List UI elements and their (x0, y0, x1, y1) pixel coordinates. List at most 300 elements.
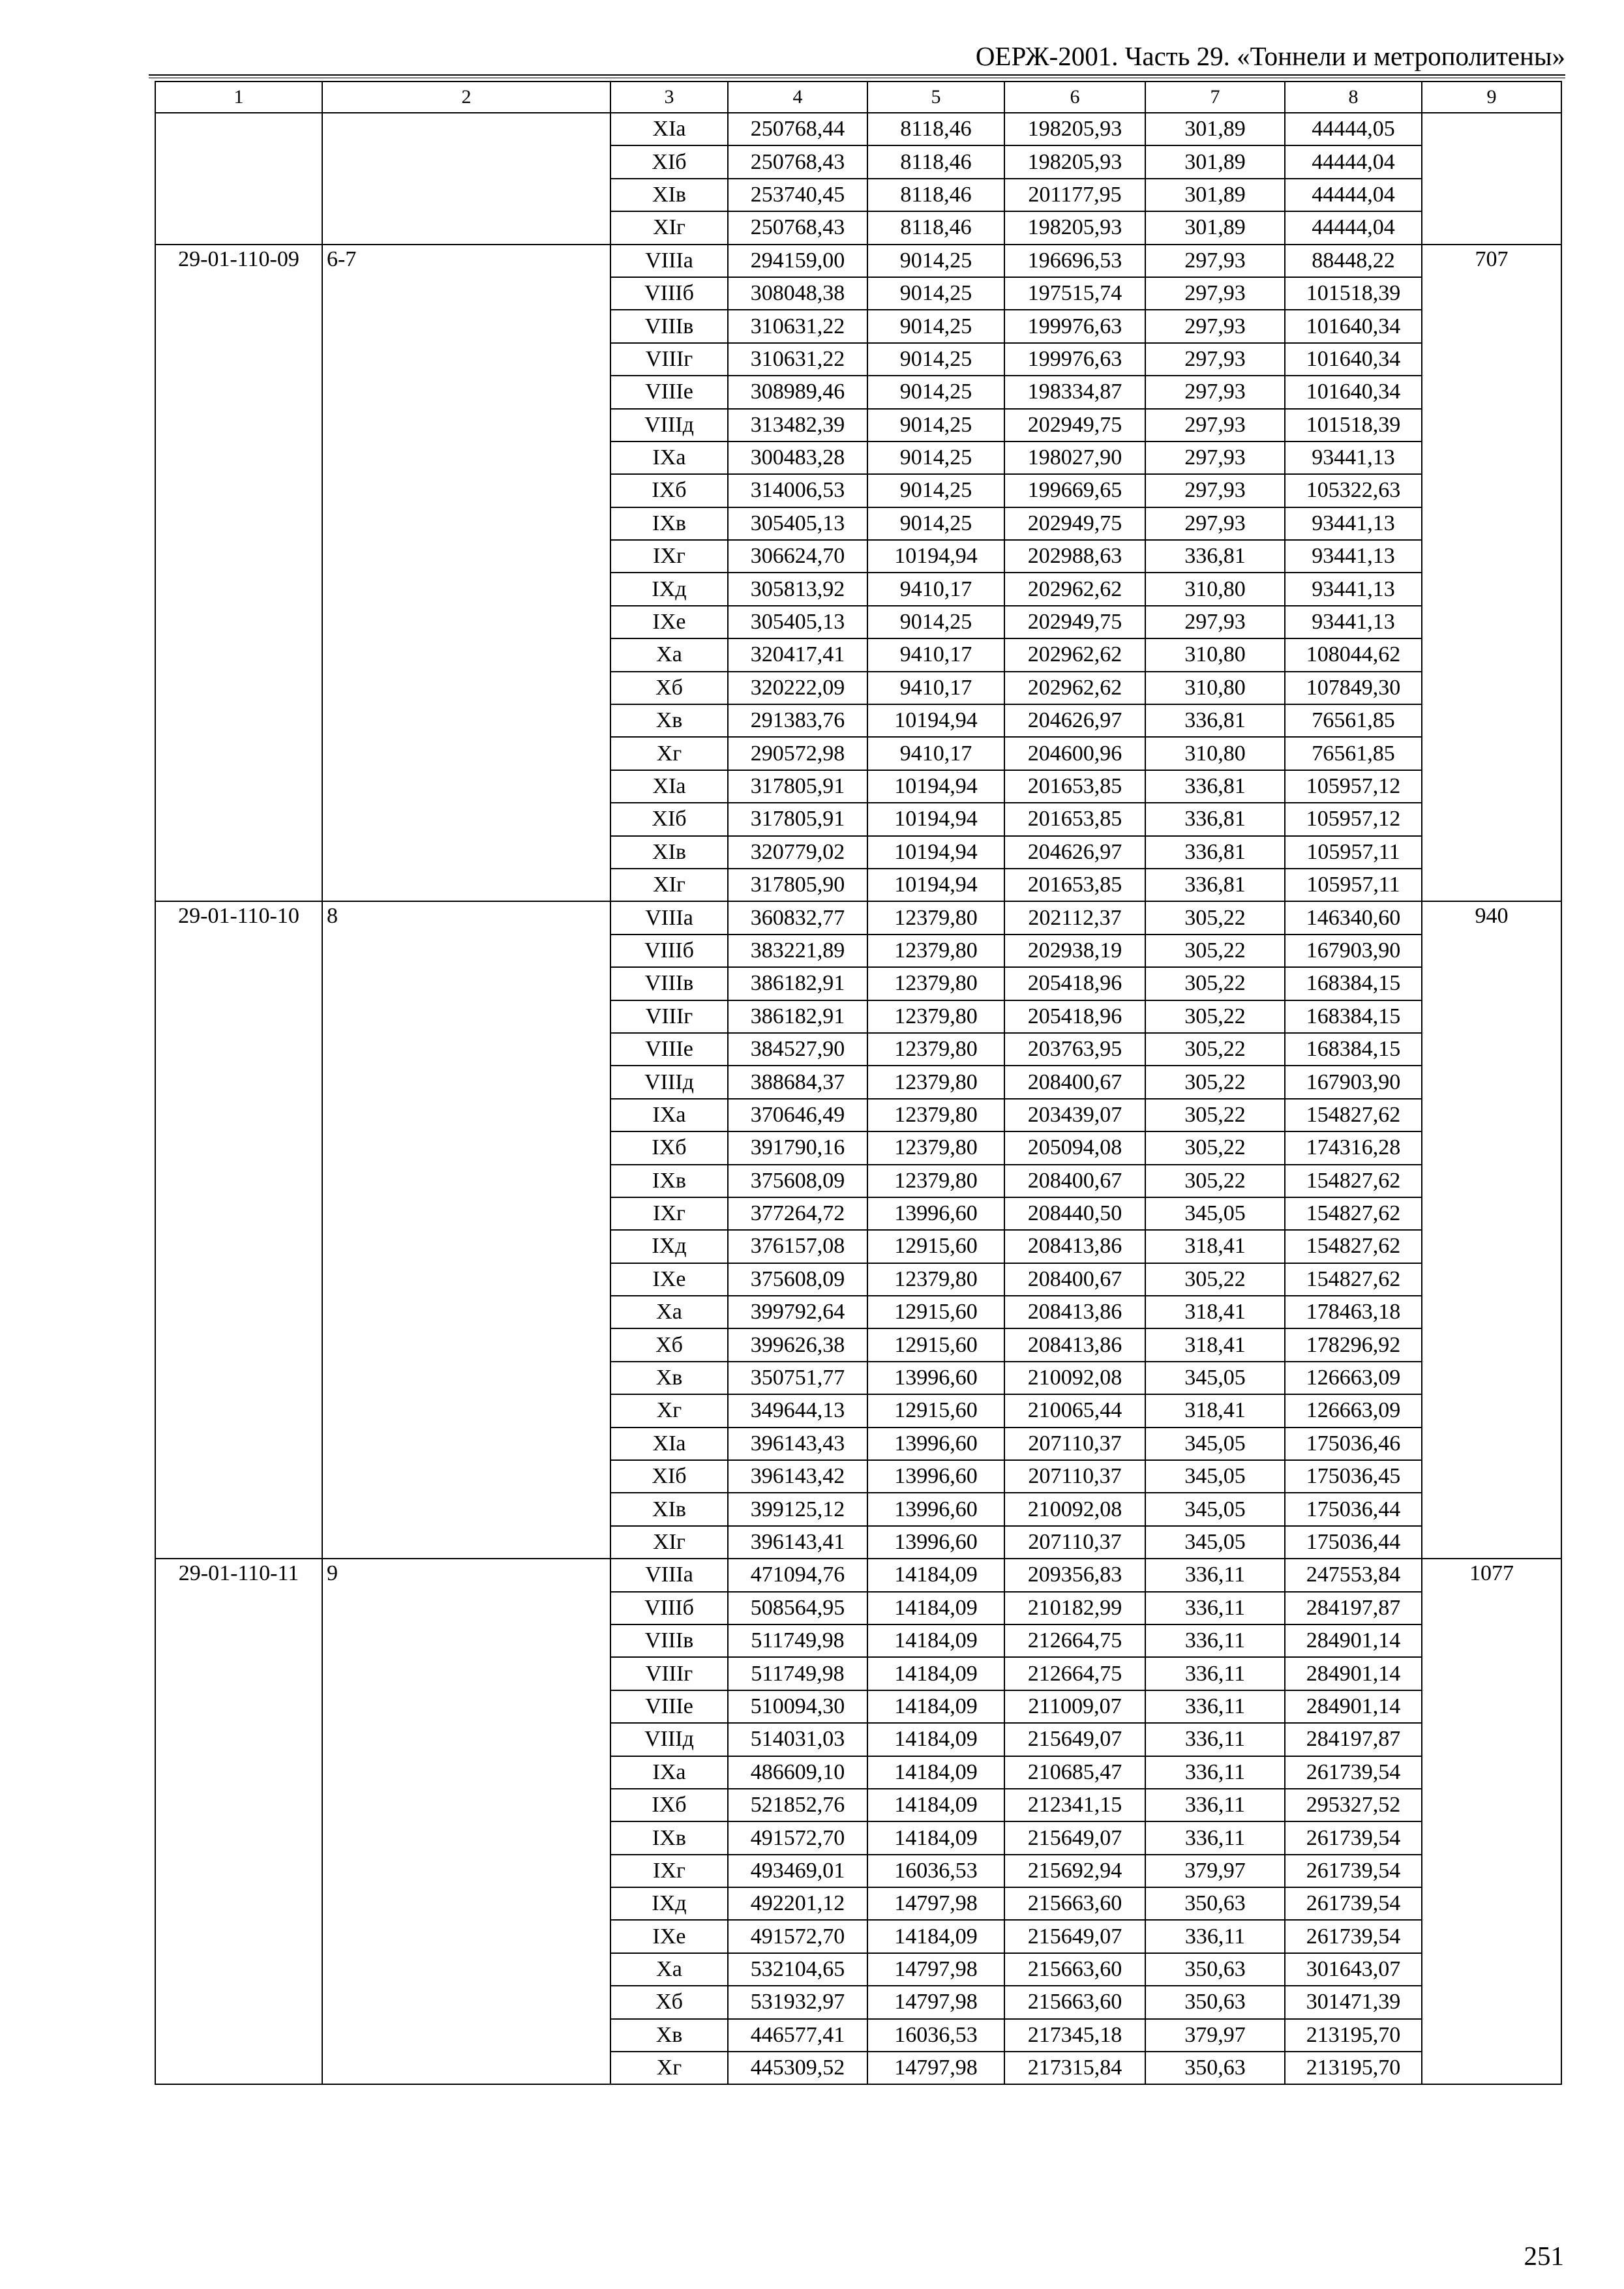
value-cell: 253740,45 (728, 179, 867, 211)
value-cell: 101640,34 (1285, 310, 1422, 342)
value-cell: 396143,43 (728, 1428, 867, 1460)
value-cell: 377264,72 (728, 1197, 867, 1230)
category-cell: IXб (610, 1131, 728, 1164)
value-cell: 317805,91 (728, 770, 867, 803)
value-cell: 10194,94 (867, 869, 1004, 901)
value-cell: 345,05 (1145, 1428, 1285, 1460)
value-cell: 261739,54 (1285, 1756, 1422, 1789)
table-row (155, 901, 1561, 934)
value-cell: 14184,09 (867, 1723, 1004, 1756)
category-cell: Xг (610, 737, 728, 770)
value-cell: 305,22 (1145, 901, 1285, 934)
value-cell: 12379,80 (867, 1033, 1004, 1066)
category-cell: VIIIд (610, 1723, 728, 1756)
category-cell: VIIIв (610, 967, 728, 1000)
category-cell: Xб (610, 672, 728, 704)
value-cell: 199669,65 (1004, 474, 1145, 507)
value-cell: 284197,87 (1285, 1723, 1422, 1756)
category-cell: Xa (610, 1296, 728, 1328)
value-cell: 491572,70 (728, 1920, 867, 1952)
value-cell: 215649,07 (1004, 1821, 1145, 1854)
value-cell: 14184,09 (867, 1690, 1004, 1723)
value-cell: 101640,34 (1285, 376, 1422, 408)
value-cell: 9410,17 (867, 638, 1004, 671)
value-cell: 514031,03 (728, 1723, 867, 1756)
column-number: 3 (610, 82, 728, 113)
value-cell: 198027,90 (1004, 441, 1145, 474)
value-cell: 310631,22 (728, 343, 867, 376)
value-cell: 493469,01 (728, 1855, 867, 1887)
value-cell: 511749,98 (728, 1624, 867, 1657)
value-cell: 108044,62 (1285, 638, 1422, 671)
value-cell: 207110,37 (1004, 1428, 1145, 1460)
value-cell: 308989,46 (728, 376, 867, 408)
value-cell: 12915,60 (867, 1296, 1004, 1328)
value-cell: 205418,96 (1004, 1000, 1145, 1033)
value-cell: 300483,28 (728, 441, 867, 474)
value-cell: 146340,60 (1285, 901, 1422, 934)
value-cell: 12379,80 (867, 1099, 1004, 1131)
value-cell: 13996,60 (867, 1197, 1004, 1230)
category-cell: VIIIв (610, 1624, 728, 1657)
value-cell: 521852,76 (728, 1789, 867, 1821)
size-cell (322, 113, 610, 245)
value-cell: 215649,07 (1004, 1920, 1145, 1952)
value-cell: 345,05 (1145, 1460, 1285, 1493)
value-cell: 336,11 (1145, 1821, 1285, 1854)
value-cell: 93441,13 (1285, 507, 1422, 540)
value-cell: 167903,90 (1285, 935, 1422, 967)
value-cell: 295327,52 (1285, 1789, 1422, 1821)
value-cell: 318,41 (1145, 1230, 1285, 1263)
value-cell: 201653,85 (1004, 770, 1145, 803)
value-cell: 8118,46 (867, 113, 1004, 145)
value-cell: 215663,60 (1004, 1887, 1145, 1920)
category-cell: Xa (610, 638, 728, 671)
category-cell: XIг (610, 1526, 728, 1559)
size-cell: 9 (322, 1559, 610, 2084)
value-cell: 360832,77 (728, 901, 867, 934)
category-cell: VIIIе (610, 1033, 728, 1066)
value-cell: 105957,12 (1285, 803, 1422, 835)
category-cell: XIб (610, 1460, 728, 1493)
value-cell: 305405,13 (728, 606, 867, 638)
value-cell: 261739,54 (1285, 1821, 1422, 1854)
value-cell: 197515,74 (1004, 277, 1145, 310)
value-cell: 305813,92 (728, 573, 867, 605)
value-cell: 9014,25 (867, 376, 1004, 408)
category-cell: IXг (610, 1855, 728, 1887)
value-cell: 14184,09 (867, 1789, 1004, 1821)
value-cell: 301,89 (1145, 145, 1285, 178)
value-cell: 320779,02 (728, 836, 867, 869)
category-cell: VIIIг (610, 1000, 728, 1033)
value-cell: 250768,43 (728, 145, 867, 178)
value-cell: 93441,13 (1285, 606, 1422, 638)
value-cell: 284901,14 (1285, 1657, 1422, 1690)
value-cell: 14797,98 (867, 1887, 1004, 1920)
value-cell: 14184,09 (867, 1821, 1004, 1854)
value-cell: 14184,09 (867, 1624, 1004, 1657)
category-cell: XIa (610, 113, 728, 145)
value-cell: 207110,37 (1004, 1526, 1145, 1559)
value-cell: 350,63 (1145, 1953, 1285, 1986)
value-cell: 445309,52 (728, 2052, 867, 2084)
value-cell: 9014,25 (867, 507, 1004, 540)
value-cell: 14184,09 (867, 1592, 1004, 1624)
value-cell: 76561,85 (1285, 737, 1422, 770)
value-cell: 305,22 (1145, 1263, 1285, 1296)
value-cell: 212341,15 (1004, 1789, 1145, 1821)
value-cell: 208413,86 (1004, 1328, 1145, 1361)
value-cell: 210685,47 (1004, 1756, 1145, 1789)
value-cell: 10194,94 (867, 803, 1004, 835)
value-cell: 375608,09 (728, 1263, 867, 1296)
category-cell: IXв (610, 1821, 728, 1854)
value-cell: 14184,09 (867, 1559, 1004, 1591)
value-cell: 446577,41 (728, 2019, 867, 2052)
category-cell: IXе (610, 1263, 728, 1296)
value-cell: 384527,90 (728, 1033, 867, 1066)
value-cell: 284901,14 (1285, 1690, 1422, 1723)
labor-total-cell: 707 (1422, 245, 1561, 902)
value-cell: 391790,16 (728, 1131, 867, 1164)
value-cell: 486609,10 (728, 1756, 867, 1789)
value-cell: 320417,41 (728, 638, 867, 671)
category-cell: VIIIa (610, 245, 728, 277)
value-cell: 105957,12 (1285, 770, 1422, 803)
value-cell: 198205,93 (1004, 145, 1145, 178)
value-cell: 350,63 (1145, 1887, 1285, 1920)
value-cell: 305,22 (1145, 1131, 1285, 1164)
column-number: 7 (1145, 82, 1285, 113)
column-number: 8 (1285, 82, 1422, 113)
page-number: 251 (1524, 2241, 1564, 2271)
value-cell: 379,97 (1145, 1855, 1285, 1887)
value-cell: 310,80 (1145, 638, 1285, 671)
value-cell: 305,22 (1145, 967, 1285, 1000)
value-cell: 12379,80 (867, 1066, 1004, 1098)
value-cell: 105322,63 (1285, 474, 1422, 507)
value-cell: 12915,60 (867, 1328, 1004, 1361)
value-cell: 349644,13 (728, 1394, 867, 1427)
value-cell: 154827,62 (1285, 1197, 1422, 1230)
value-cell: 250768,43 (728, 211, 867, 244)
value-cell: 211009,07 (1004, 1690, 1145, 1723)
value-cell: 9014,25 (867, 606, 1004, 638)
category-cell: XIa (610, 770, 728, 803)
value-cell: 168384,15 (1285, 967, 1422, 1000)
value-cell: 204626,97 (1004, 836, 1145, 869)
value-cell: 154827,62 (1285, 1263, 1422, 1296)
labor-total-cell: 940 (1422, 901, 1561, 1559)
value-cell: 199976,63 (1004, 343, 1145, 376)
value-cell: 174316,28 (1285, 1131, 1422, 1164)
value-cell: 511749,98 (728, 1657, 867, 1690)
value-cell: 208400,67 (1004, 1263, 1145, 1296)
value-cell: 336,81 (1145, 803, 1285, 835)
category-cell: XIб (610, 803, 728, 835)
value-cell: 492201,12 (728, 1887, 867, 1920)
category-cell: IXa (610, 441, 728, 474)
value-cell: 336,81 (1145, 869, 1285, 901)
value-cell: 208413,86 (1004, 1296, 1145, 1328)
value-cell: 208400,67 (1004, 1066, 1145, 1098)
value-cell: 305,22 (1145, 1066, 1285, 1098)
value-cell: 13996,60 (867, 1362, 1004, 1394)
column-number: 9 (1422, 82, 1561, 113)
value-cell: 44444,04 (1285, 145, 1422, 178)
value-cell: 88448,22 (1285, 245, 1422, 277)
value-cell: 212664,75 (1004, 1624, 1145, 1657)
value-cell: 9014,25 (867, 245, 1004, 277)
value-cell: 210065,44 (1004, 1394, 1145, 1427)
category-cell: IXa (610, 1756, 728, 1789)
value-cell: 14797,98 (867, 1953, 1004, 1986)
value-cell: 217345,18 (1004, 2019, 1145, 2052)
rate-code-cell: 29-01-110-11 (155, 1559, 322, 2084)
value-cell: 14797,98 (867, 1986, 1004, 2018)
value-cell: 202949,75 (1004, 606, 1145, 638)
value-cell: 168384,15 (1285, 1000, 1422, 1033)
value-cell: 310631,22 (728, 310, 867, 342)
value-cell: 107849,30 (1285, 672, 1422, 704)
value-cell: 168384,15 (1285, 1033, 1422, 1066)
value-cell: 14184,09 (867, 1920, 1004, 1952)
value-cell: 9014,25 (867, 474, 1004, 507)
value-cell: 167903,90 (1285, 1066, 1422, 1098)
category-cell: Xв (610, 1362, 728, 1394)
value-cell: 336,81 (1145, 836, 1285, 869)
value-cell: 175036,46 (1285, 1428, 1422, 1460)
labor-total-cell (1422, 113, 1561, 245)
category-cell: VIIIд (610, 1066, 728, 1098)
value-cell: 13996,60 (867, 1460, 1004, 1493)
value-cell: 210182,99 (1004, 1592, 1145, 1624)
value-cell: 205094,08 (1004, 1131, 1145, 1164)
category-cell: VIIIд (610, 409, 728, 441)
value-cell: 345,05 (1145, 1493, 1285, 1525)
value-cell: 213195,70 (1285, 2052, 1422, 2084)
value-cell: 210092,08 (1004, 1362, 1145, 1394)
page-header (149, 38, 1565, 78)
value-cell: 284197,87 (1285, 1592, 1422, 1624)
value-cell: 13996,60 (867, 1493, 1004, 1525)
value-cell: 101518,39 (1285, 277, 1422, 310)
value-cell: 491572,70 (728, 1821, 867, 1854)
value-cell: 297,93 (1145, 507, 1285, 540)
value-cell: 13996,60 (867, 1428, 1004, 1460)
value-cell: 313482,39 (728, 409, 867, 441)
value-cell: 345,05 (1145, 1526, 1285, 1559)
table-row (155, 245, 1561, 277)
value-cell: 10194,94 (867, 540, 1004, 573)
value-cell: 396143,41 (728, 1526, 867, 1559)
value-cell: 305405,13 (728, 507, 867, 540)
category-cell: IXб (610, 474, 728, 507)
value-cell: 336,11 (1145, 1592, 1285, 1624)
value-cell: 209356,83 (1004, 1559, 1145, 1591)
value-cell: 261739,54 (1285, 1920, 1422, 1952)
value-cell: 301,89 (1145, 211, 1285, 244)
value-cell: 379,97 (1145, 2019, 1285, 2052)
value-cell: 345,05 (1145, 1362, 1285, 1394)
value-cell: 154827,62 (1285, 1230, 1422, 1263)
value-cell: 247553,84 (1285, 1559, 1422, 1591)
category-cell: VIIIб (610, 935, 728, 967)
category-cell: XIв (610, 836, 728, 869)
category-cell: VIIIб (610, 1592, 728, 1624)
value-cell: 376157,08 (728, 1230, 867, 1263)
value-cell: 310,80 (1145, 573, 1285, 605)
value-cell: 261739,54 (1285, 1855, 1422, 1887)
category-cell: XIг (610, 869, 728, 901)
value-cell: 203439,07 (1004, 1099, 1145, 1131)
value-cell: 301643,07 (1285, 1953, 1422, 1986)
value-cell: 210092,08 (1004, 1493, 1145, 1525)
category-cell: IXб (610, 1789, 728, 1821)
value-cell: 202112,37 (1004, 901, 1145, 934)
column-number: 4 (728, 82, 867, 113)
value-cell: 76561,85 (1285, 704, 1422, 737)
value-cell: 12379,80 (867, 1165, 1004, 1197)
value-cell: 310,80 (1145, 672, 1285, 704)
category-cell: VIIIб (610, 277, 728, 310)
value-cell: 12915,60 (867, 1394, 1004, 1427)
header-rule (149, 74, 1565, 76)
value-cell: 308048,38 (728, 277, 867, 310)
size-cell: 8 (322, 901, 610, 1559)
value-cell: 297,93 (1145, 441, 1285, 474)
value-cell: 215649,07 (1004, 1723, 1145, 1756)
document-title: ОЕРЖ-2001. Часть 29. «Тоннели и метрополитены» (975, 41, 1565, 71)
column-number: 5 (867, 82, 1004, 113)
labor-total-cell: 1077 (1422, 1559, 1561, 2084)
value-cell: 386182,91 (728, 1000, 867, 1033)
category-cell: VIIIг (610, 343, 728, 376)
value-cell: 336,81 (1145, 704, 1285, 737)
value-cell: 399792,64 (728, 1296, 867, 1328)
value-cell: 202949,75 (1004, 409, 1145, 441)
value-cell: 305,22 (1145, 1165, 1285, 1197)
value-cell: 510094,30 (728, 1690, 867, 1723)
value-cell: 9410,17 (867, 672, 1004, 704)
value-cell: 126663,09 (1285, 1362, 1422, 1394)
value-cell: 203763,95 (1004, 1033, 1145, 1066)
size-cell: 6-7 (322, 245, 610, 902)
value-cell: 386182,91 (728, 967, 867, 1000)
value-cell: 9014,25 (867, 343, 1004, 376)
category-cell: IXв (610, 507, 728, 540)
value-cell: 345,05 (1145, 1197, 1285, 1230)
value-cell: 215663,60 (1004, 1953, 1145, 1986)
value-cell: 12915,60 (867, 1230, 1004, 1263)
value-cell: 297,93 (1145, 474, 1285, 507)
value-cell: 16036,53 (867, 1855, 1004, 1887)
value-cell: 10194,94 (867, 704, 1004, 737)
value-cell: 208440,50 (1004, 1197, 1145, 1230)
value-cell: 350751,77 (728, 1362, 867, 1394)
value-cell: 217315,84 (1004, 2052, 1145, 2084)
value-cell: 12379,80 (867, 1263, 1004, 1296)
value-cell: 290572,98 (728, 737, 867, 770)
table-row (155, 113, 1561, 145)
category-cell: XIб (610, 145, 728, 178)
value-cell: 101518,39 (1285, 409, 1422, 441)
value-cell: 213195,70 (1285, 2019, 1422, 2052)
value-cell: 310,80 (1145, 737, 1285, 770)
value-cell: 202962,62 (1004, 672, 1145, 704)
value-cell: 305,22 (1145, 1000, 1285, 1033)
value-cell: 301,89 (1145, 113, 1285, 145)
value-cell: 297,93 (1145, 277, 1285, 310)
value-cell: 9014,25 (867, 441, 1004, 474)
value-cell: 198205,93 (1004, 211, 1145, 244)
value-cell: 284901,14 (1285, 1624, 1422, 1657)
value-cell: 196696,53 (1004, 245, 1145, 277)
value-cell: 375608,09 (728, 1165, 867, 1197)
value-cell: 336,11 (1145, 1624, 1285, 1657)
column-number: 1 (155, 82, 322, 113)
value-cell: 14184,09 (867, 1756, 1004, 1789)
value-cell: 12379,80 (867, 1000, 1004, 1033)
value-cell: 532104,65 (728, 1953, 867, 1986)
category-cell: IXa (610, 1099, 728, 1131)
value-cell: 9014,25 (867, 310, 1004, 342)
value-cell: 306624,70 (728, 540, 867, 573)
value-cell: 205418,96 (1004, 967, 1145, 1000)
value-cell: 175036,44 (1285, 1493, 1422, 1525)
column-number: 6 (1004, 82, 1145, 113)
value-cell: 301471,39 (1285, 1986, 1422, 2018)
value-cell: 93441,13 (1285, 441, 1422, 474)
value-cell: 294159,00 (728, 245, 867, 277)
value-cell: 202949,75 (1004, 507, 1145, 540)
value-cell: 336,11 (1145, 1723, 1285, 1756)
category-cell: Xa (610, 1953, 728, 1986)
category-cell: VIIIв (610, 310, 728, 342)
category-cell: IXд (610, 573, 728, 605)
value-cell: 101640,34 (1285, 343, 1422, 376)
value-cell: 9410,17 (867, 737, 1004, 770)
value-cell: 531932,97 (728, 1986, 867, 2018)
category-cell: IXе (610, 1920, 728, 1952)
value-cell: 154827,62 (1285, 1099, 1422, 1131)
table-row (155, 1559, 1561, 1591)
value-cell: 471094,76 (728, 1559, 867, 1591)
value-cell: 10194,94 (867, 770, 1004, 803)
value-cell: 12379,80 (867, 935, 1004, 967)
value-cell: 198205,93 (1004, 113, 1145, 145)
value-cell: 317805,91 (728, 803, 867, 835)
category-cell: VIIIе (610, 1690, 728, 1723)
value-cell: 14184,09 (867, 1657, 1004, 1690)
value-cell: 202938,19 (1004, 935, 1145, 967)
value-cell: 175036,45 (1285, 1460, 1422, 1493)
category-cell: Xб (610, 1328, 728, 1361)
category-cell: VIIIa (610, 901, 728, 934)
value-cell: 336,11 (1145, 1756, 1285, 1789)
value-cell: 317805,90 (728, 869, 867, 901)
value-cell: 14797,98 (867, 2052, 1004, 2084)
value-cell: 297,93 (1145, 310, 1285, 342)
category-cell: XIг (610, 211, 728, 244)
value-cell: 208413,86 (1004, 1230, 1145, 1263)
category-cell: IXд (610, 1887, 728, 1920)
value-cell: 318,41 (1145, 1394, 1285, 1427)
value-cell: 178296,92 (1285, 1328, 1422, 1361)
value-cell: 301,89 (1145, 179, 1285, 211)
